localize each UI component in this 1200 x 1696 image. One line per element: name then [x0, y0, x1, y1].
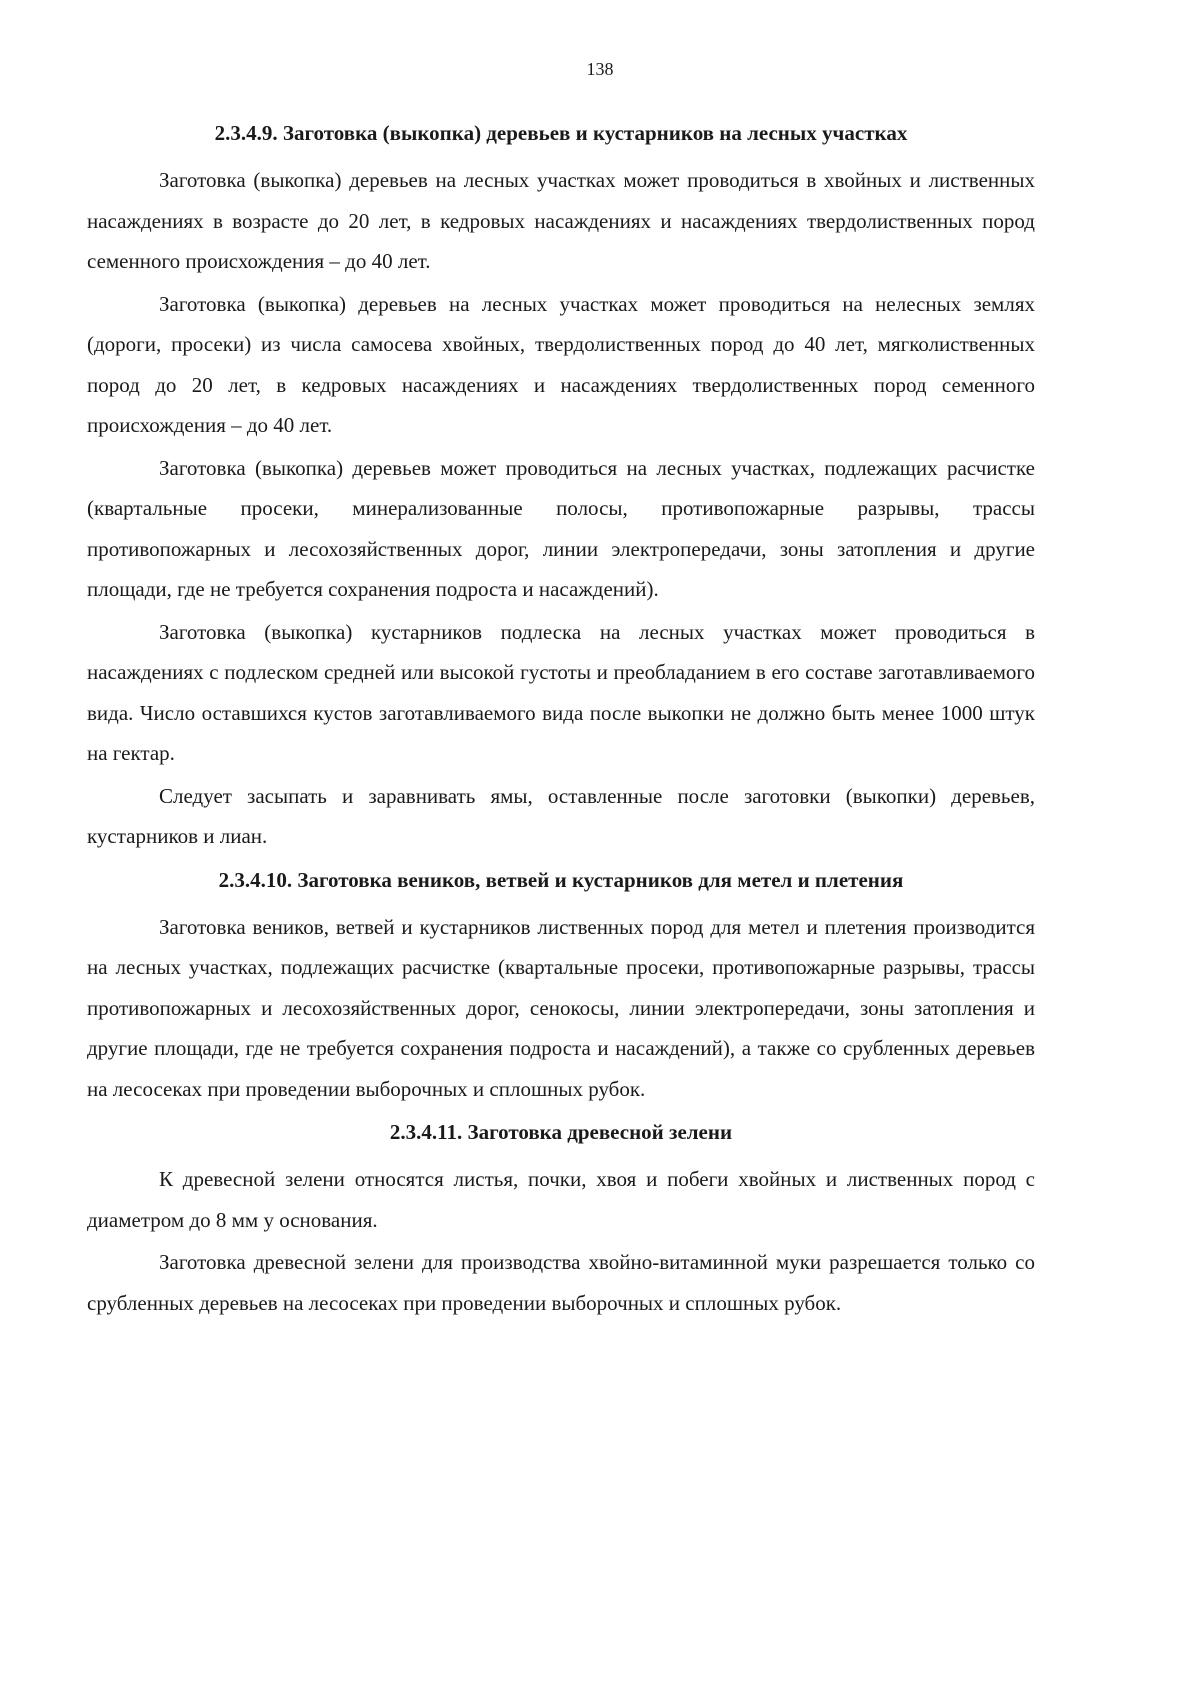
paragraph: К древесной зелени относятся листья, почки, хвоя и побеги хвойных и лиственных пород с диаметром до 8 мм у основания.: [87, 1167, 1035, 1232]
paragraph: Заготовка (выкопка) деревьев на лесных участках может проводиться в хвойных и лиственных насаждениях в возрасте до 20 лет, в кедровых насаждениях и насаждениях твердолиственных пород семенного происхождения – до 40 лет.: [87, 168, 1035, 273]
section-heading-2-3-4-11: 2.3.4.11. Заготовка древесной зелени: [389, 1120, 733, 1144]
paragraph: Заготовка древесной зелени для производства хвойно-витаминной муки разрешается только со срубленных деревьев на лесосеках при проведении выборочных и сплошных рубок.: [87, 1250, 1035, 1315]
section-heading-2-3-4-10: 2.3.4.10. Заготовка веников, ветвей и кустарников для метел и плетения: [218, 867, 904, 892]
page-content: [87, 112, 1035, 1325]
paragraph: Следует засыпать и заравнивать ямы, оставленные после заготовки (выкопки) деревьев, кустарников и лиан.: [87, 783, 1035, 848]
paragraph: Заготовка (выкопка) деревьев на лесных участках может проводиться на нелесных землях (дороги, просеки) из числа самосева хвойных, твердолиственных пород до 40 лет, мягколиственных пород до 20 лет, в кедровых насаждениях и насаждениях твердолиственных пород семенного происхождения – до 40 лет.: [87, 291, 1035, 437]
paragraph: Заготовка (выкопка) деревьев может проводиться на лесных участках, подлежащих расчистке (квартальные просеки, минерализованные полосы, противопожарные разрывы, трассы противопожарных и лесохозяйственных дорог, линии электропередачи, зоны затопления и другие площади, где не требуется сохранения подроста и насаждений).: [87, 455, 1035, 601]
paragraph: Заготовка (выкопка) кустарников подлеска на лесных участках может проводиться в насаждениях с подлеском средней или высокой густоты и преобладанием в его составе заготавливаемого вида. Число оставшихся кустов заготавливаемого вида после выкопки не должно быть менее 1000 штук на гектар.: [87, 619, 1035, 765]
paragraph: Заготовка веников, ветвей и кустарников лиственных пород для метел и плетения производится на лесных участках, подлежащих расчистке (квартальные просеки, противопожарные разрывы, трассы противопожарных и лесохозяйственных дорог, сенокосы, линии электропередачи, зоны затопления и другие площади, где не требуется сохранения подроста и насаждений), а также со срубленных деревьев на лесосеках при проведении выборочных и сплошных рубок.: [87, 914, 1035, 1101]
page-number: 138: [586, 59, 614, 79]
section-heading-2-3-4-9: 2.3.4.9. Заготовка (выкопка) деревьев и кустарников на лесных участках: [214, 121, 908, 145]
